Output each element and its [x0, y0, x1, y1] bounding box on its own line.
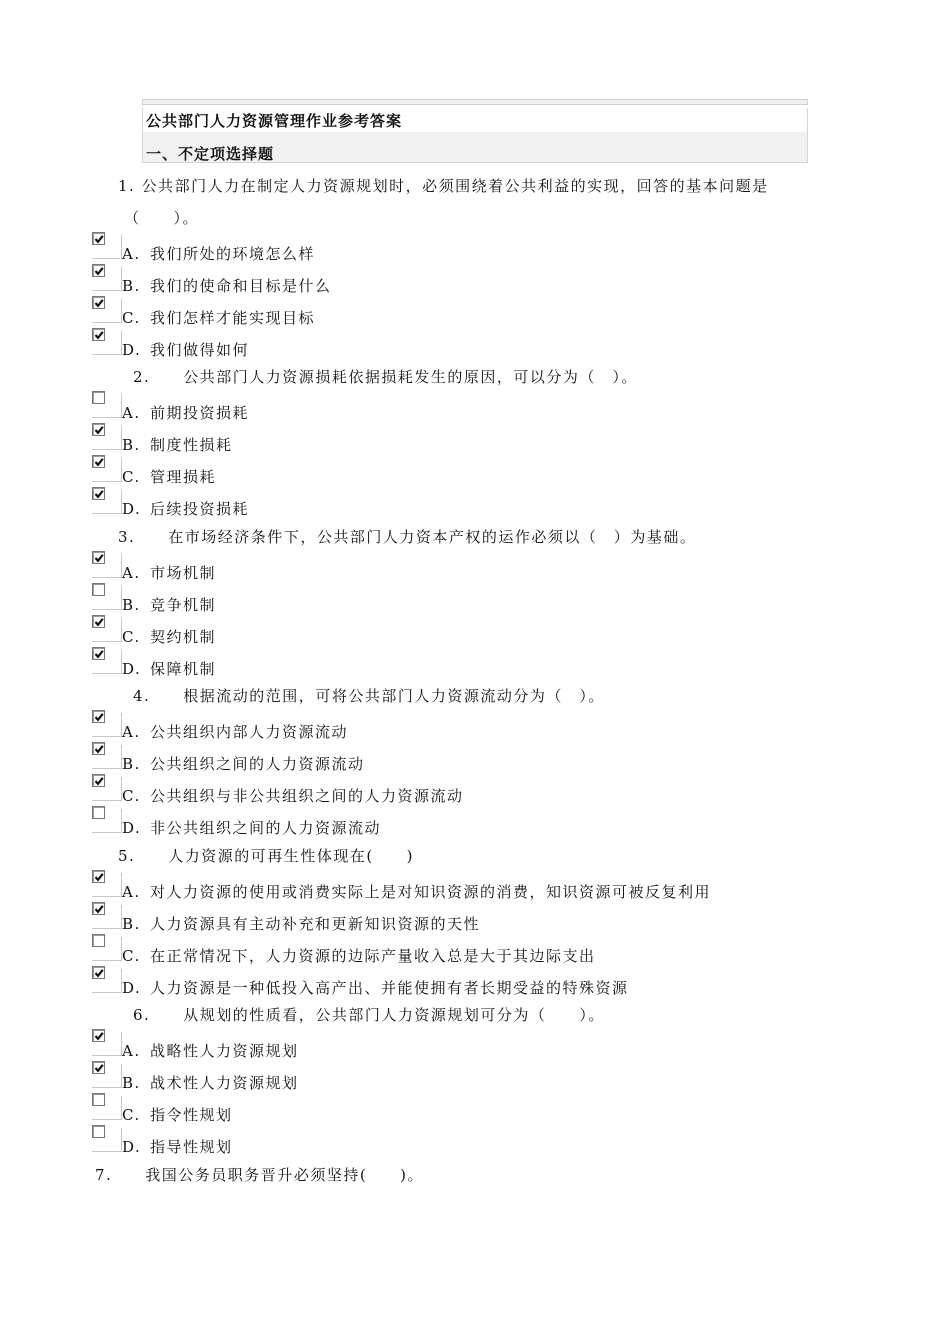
checkmark-icon	[94, 968, 104, 978]
checked-checkbox[interactable]	[92, 870, 105, 883]
option-text: 制度性损耗	[150, 436, 233, 455]
checked-checkbox[interactable]	[92, 328, 105, 341]
checked-checkbox[interactable]	[92, 774, 105, 787]
option-text: 在正常情况下，人力资源的边际产量收入总是大于其边际支出	[150, 946, 596, 965]
section-title: 一、不定项选择题	[146, 145, 275, 163]
option-text: 契约机制	[150, 627, 217, 646]
option-text: 指导性规划	[150, 1138, 233, 1156]
checked-checkbox[interactable]	[92, 264, 105, 277]
checked-checkbox[interactable]	[92, 1029, 105, 1042]
checkmark-icon	[94, 553, 104, 563]
option-text: 管理损耗	[150, 468, 217, 487]
option-text: 对人力资源的使用或消费实际上是对知识资源的消费，知识资源可被反复利用	[150, 882, 712, 901]
checkmark-icon	[94, 904, 104, 914]
question-stem: 6. 从规划的性质看，公共部门人力资源规划可分为（ ）。	[133, 1006, 605, 1025]
option-letter: B.	[122, 755, 141, 774]
option-letter: A.	[122, 882, 141, 901]
header-strip	[142, 99, 808, 105]
option-text: 后续投资损耗	[150, 500, 250, 518]
option-letter: B.	[122, 914, 141, 933]
option-text: 竞争机制	[150, 595, 217, 614]
option-text: 人力资源是一种低投入高产出、并能使拥有者长期受益的特殊资源	[150, 978, 629, 997]
checkmark-icon	[94, 617, 104, 627]
checked-checkbox[interactable]	[92, 966, 105, 979]
checkmark-icon	[94, 489, 104, 499]
option-text: 我们做得如何	[150, 340, 250, 359]
option-letter: A.	[122, 404, 141, 423]
option-text: 战略性人力资源规划	[150, 1042, 299, 1061]
checked-checkbox[interactable]	[92, 647, 105, 660]
question-stem: 7. 我国公务员职务晋升必须坚持( )。	[95, 1165, 425, 1184]
checkmark-icon	[94, 1063, 104, 1073]
document-title: 公共部门人力资源管理作业参考答案	[146, 112, 403, 130]
option-letter: B.	[122, 436, 141, 455]
option-letter: A.	[122, 723, 141, 742]
unchecked-checkbox[interactable]	[92, 583, 105, 596]
option-letter: C.	[122, 1106, 141, 1125]
unchecked-checkbox[interactable]	[92, 934, 105, 947]
checkmark-icon	[94, 872, 104, 882]
option-letter: C.	[122, 946, 141, 965]
option-letter: D.	[122, 340, 142, 359]
option-text: 非公共组织之间的人力资源流动	[150, 819, 382, 837]
unchecked-checkbox[interactable]	[92, 1093, 105, 1106]
option-text: 我们的使命和目标是什么	[150, 276, 332, 295]
checkmark-icon	[94, 1031, 104, 1041]
option-letter: C.	[122, 787, 141, 806]
unchecked-checkbox[interactable]	[92, 806, 105, 819]
checked-checkbox[interactable]	[92, 296, 105, 309]
question-stem: 3. 在市场经济条件下，公共部门人力资本产权的运作必须以（ ）为基础。	[118, 527, 697, 546]
checkmark-icon	[94, 457, 104, 467]
option-letter: D.	[122, 819, 142, 837]
question-stem: 1. 公共部门人力在制定人力资源规划时，必须围绕着公共利益的实现，回答的基本问题是	[118, 177, 769, 195]
checkmark-icon	[94, 234, 104, 244]
unchecked-checkbox[interactable]	[92, 391, 105, 404]
option-text: 前期投资损耗	[150, 404, 250, 423]
checkmark-icon	[94, 298, 104, 308]
option-letter: A.	[122, 244, 141, 263]
checked-checkbox[interactable]	[92, 487, 105, 500]
checked-checkbox[interactable]	[92, 710, 105, 723]
checkmark-icon	[94, 744, 104, 754]
checkmark-icon	[94, 712, 104, 722]
option-letter: C.	[122, 627, 141, 646]
option-text: 我们怎样才能实现目标	[150, 308, 316, 327]
checked-checkbox[interactable]	[92, 742, 105, 755]
checkmark-icon	[94, 776, 104, 786]
option-letter: B.	[122, 1074, 141, 1093]
option-text: 公共组织之间的人力资源流动	[150, 755, 365, 774]
question-stem: （ ）。	[124, 208, 200, 227]
option-letter: D.	[122, 500, 142, 518]
checked-checkbox[interactable]	[92, 455, 105, 468]
checkmark-icon	[94, 330, 104, 340]
option-letter: C.	[122, 308, 141, 327]
checked-checkbox[interactable]	[92, 902, 105, 915]
option-letter: C.	[122, 468, 141, 487]
option-letter: A.	[122, 563, 141, 582]
checkmark-icon	[94, 266, 104, 276]
option-letter: B.	[122, 276, 141, 295]
option-text: 公共组织与非公共组织之间的人力资源流动	[150, 787, 464, 806]
checked-checkbox[interactable]	[92, 1061, 105, 1074]
checked-checkbox[interactable]	[92, 551, 105, 564]
option-text: 保障机制	[150, 659, 217, 678]
option-letter: D.	[122, 1138, 142, 1156]
checked-checkbox[interactable]	[92, 423, 105, 436]
option-text: 市场机制	[150, 563, 217, 582]
checkmark-icon	[94, 649, 104, 659]
option-text: 我们所处的环境怎么样	[150, 244, 316, 263]
option-text: 战术性人力资源规划	[150, 1074, 299, 1093]
option-letter: A.	[122, 1042, 141, 1061]
question-stem: 5. 人力资源的可再生性体现在( )	[118, 846, 415, 865]
question-stem: 2. 公共部门人力资源损耗依据损耗发生的原因，可以分为（ ）。	[133, 368, 638, 387]
option-text: 公共组织内部人力资源流动	[150, 723, 349, 742]
checked-checkbox[interactable]	[92, 615, 105, 628]
option-letter: B.	[122, 595, 141, 614]
unchecked-checkbox[interactable]	[92, 1125, 105, 1138]
option-letter: D.	[122, 659, 142, 678]
checkmark-icon	[94, 425, 104, 435]
option-text: 人力资源具有主动补充和更新知识资源的天性	[150, 914, 481, 933]
option-text: 指令性规划	[150, 1106, 233, 1125]
question-stem: 4. 根据流动的范围，可将公共部门人力资源流动分为（ ）。	[133, 687, 605, 706]
option-letter: D.	[122, 978, 142, 997]
checked-checkbox[interactable]	[92, 232, 105, 245]
